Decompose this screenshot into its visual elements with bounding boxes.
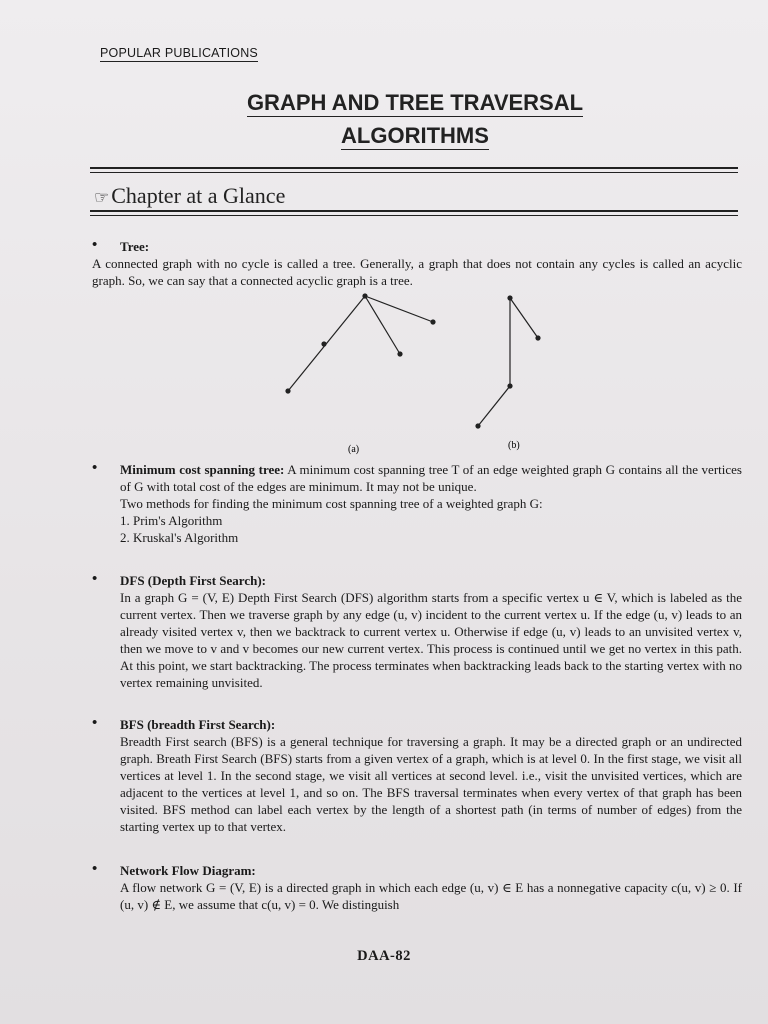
mst-method-kruskal: 2. Kruskal's Algorithm — [120, 530, 239, 545]
tree-text: A connected graph with no cycle is called a tree. Generally, a graph that does not contain any cycles is called an acyclic graph. So, we can say that a connected acyclic graph is a tree. — [92, 256, 742, 288]
mst-methods-intro: Two methods for finding the minimum cost spanning tree of a weighted graph G: — [120, 496, 543, 511]
bfs-heading: • BFS (breadth First Search): — [92, 716, 742, 733]
bfs-section — [92, 716, 742, 835]
network-heading: • Network Flow Diagram: — [92, 862, 742, 879]
caption-a: (a) — [348, 444, 360, 455]
mst-text: A minimum cost spanning tree T of an edge weighted graph G contains all the vertices of G with total cost of the edges are minimum. It may not be unique. — [120, 462, 742, 494]
tree-diagram-a — [286, 294, 435, 393]
dfs-text: In a graph G = (V, E) Depth First Search (DFS) algorithm starts from a specific vertex u ∈ V, which is labeled as the current vertex. Then we traverse graph by any edge (u, v) incident to the current vertex u. If the edge (u, v) leads to an already visited vertex v, then we backtrack to current vertex u. Otherwise if edge (u, v) leads to an unvisited vertex v, then we move to v and v becomes our new current vertex. This process is continued until we get no vertex in this path. At this point, we start backtracking. The process terminates when backtracking leads back to the starting vertex with no vertex remaining unvisited. — [120, 590, 742, 690]
chapter-heading-text: Chapter at a Glance — [111, 183, 286, 208]
tree-section — [92, 238, 742, 289]
dfs-section — [92, 572, 742, 691]
chapter-title-line2: ALGORITHMS — [341, 123, 489, 148]
pointing-hand-icon: ☞ — [94, 188, 110, 207]
chapter-title — [150, 86, 680, 152]
caption-b: (b) — [508, 440, 520, 451]
mst-section — [92, 461, 742, 546]
page-number: DAA-82 — [357, 948, 411, 964]
network-flow-section — [92, 862, 742, 913]
mst-paragraph — [92, 461, 742, 495]
mst-heading: Minimum cost spanning tree: — [120, 462, 285, 477]
mst-method-prim: 1. Prim's Algorithm — [120, 513, 223, 528]
bullet: • — [92, 460, 98, 476]
bfs-text: Breadth First search (BFS) is a general technique for traversing a graph. It may be a directed graph or an undirected graph. Breath First Search (BFS) starts from a given vertex of a graph, which is at level 0. In the first stage, we visit all vertices at level 1. In the second stage, we visit all vertices at second level. i.e., visit the unvisited vertices, which are adjacent to the vertices at level 1, and so on. The BFS traversal terminates when every vertex of that graph has been visited. BFS method can label each vertex by the length of a shortest path (in terms of number of edges) from the starting vertex up to that vertex. — [120, 734, 742, 834]
top-rule-thin — [90, 172, 738, 173]
tree-diagram-b — [476, 296, 540, 428]
heading-rule — [90, 210, 738, 212]
tree-diagrams — [270, 286, 570, 456]
chapter-at-a-glance-heading — [94, 183, 285, 209]
top-rule — [90, 167, 738, 169]
dfs-heading: • DFS (Depth First Search): — [92, 572, 742, 589]
chapter-title-line1: GRAPH AND TREE TRAVERSAL — [246, 90, 584, 115]
heading-rule-thin — [90, 215, 738, 216]
publisher-name: POPULAR PUBLICATIONS — [100, 46, 258, 60]
tree-heading: • Tree: — [92, 238, 742, 255]
network-text: A flow network G = (V, E) is a directed graph in which each edge (u, v) ∈ E has a nonnegative capacity c(u, v) ≥ 0. If (u, v) ∉ E, we assume that c(u, v) = 0. We distinguish — [120, 880, 742, 912]
